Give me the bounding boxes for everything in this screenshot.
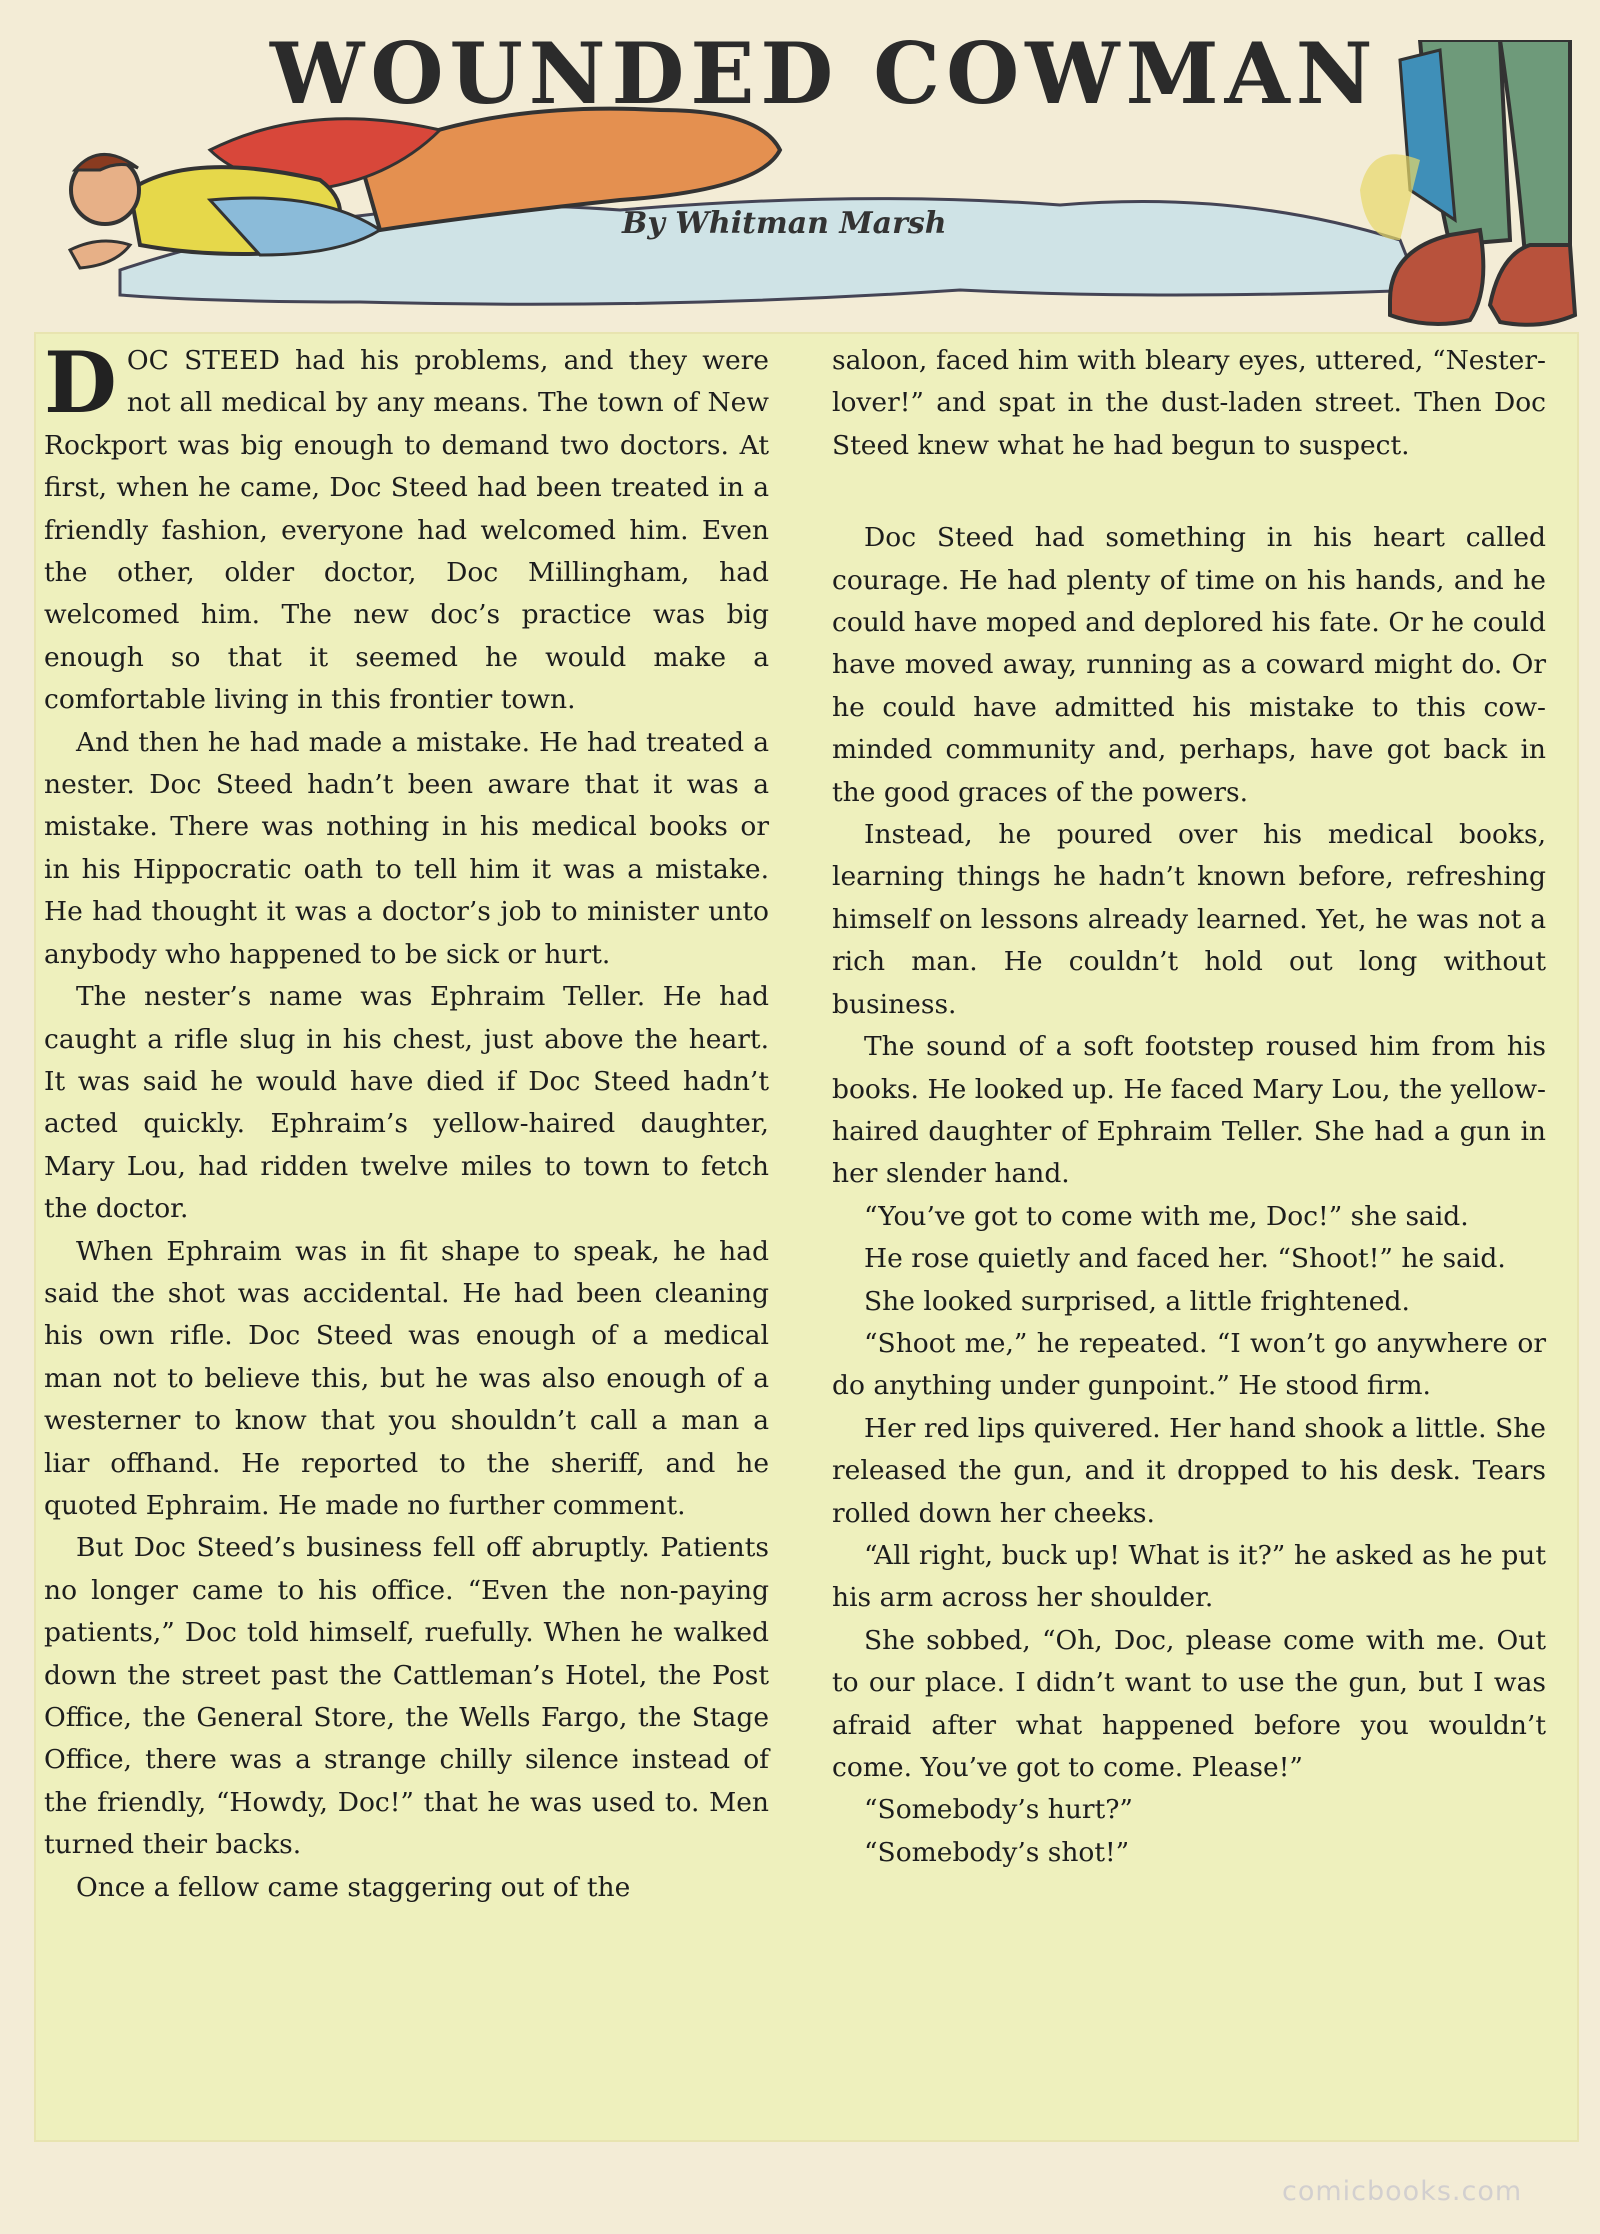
paragraph: Doc Steed had something in his heart called courage. He had plenty of time on his hands, and he could have moped and deplored his fate. Or he could have moved away, running as a coward might do. Or he could have admitted his mistake to this cow-minded community and, perhaps, have got back in the good graces of the powers. xyxy=(832,522,1546,808)
title-word-2: COWMAN xyxy=(873,24,1379,123)
paragraph: The nester’s name was Ephraim Teller. He had caught a rifle slug in his chest, just above the heart. It was said he would have died if Doc Steed hadn’t acted quickly. Ephraim’s yellow-haired daughter, Mary Lou, had ridden twelve miles to town to fetch the doctor. xyxy=(44,981,769,1225)
paragraph: And then he had made a mistake. He had treated a nester. Doc Steed hadn’t been aware that it was a mistake. There was nothing in his medical books or in his Hippocratic oath to tell him it was a mistake. He had thought it was a doctor’s job to minister unto anybody who happened to be sick or hurt. xyxy=(44,726,769,970)
title-word-1: WOUNDED xyxy=(270,24,840,123)
paragraph: She sobbed, “Oh, Doc, please come with me. Out to our place. I didn’t want to use the gun, but I was afraid after what happened before you wouldn’t come. You’ve got to come. Please!” xyxy=(832,1624,1546,1783)
paragraph: She looked surprised, a little frightened. xyxy=(864,1285,1410,1317)
paragraph: “Somebody’s hurt?” xyxy=(864,1794,1133,1826)
paragraph: “Shoot me,” he repeated. “I won’t go anywhere or do anything under gunpoint.” He stood firm. xyxy=(832,1327,1546,1402)
paragraph: saloon, faced him with bleary eyes, uttered, “Nester-lover!” and spat in the dust-laden street. Then Doc Steed knew what he had begun to suspect. xyxy=(832,345,1546,461)
paragraph: DOC STEED had his problems, and they were not all medical by any means. The town of New Rockport was big enough to demand two doctors. At first, when he came, Doc Steed had been treated in a friendly fashion, everyone had welcomed him. Even the other, older doctor, Doc Millingham, had welcomed him. The new doc’s practice was big enough so that it seemed he would make a comfortable living in this frontier town. xyxy=(44,333,769,716)
byline: By Whitman Marsh xyxy=(622,206,947,241)
paragraph: He rose quietly and faced her. “Shoot!” he said. xyxy=(864,1243,1506,1275)
drop-cap: D xyxy=(44,333,117,432)
story-title xyxy=(270,24,1379,123)
paragraph: Instead, he poured over his medical books, learning things he hadn’t known before, refreshing himself on lessons already learned. Yet, he was not a rich man. He couldn’t hold out long without business. xyxy=(832,819,1546,1020)
paragraph: When Ephraim was in fit shape to speak, he had said the shot was accidental. He had been cleaning his own rifle. Doc Steed was enough of a medical man not to believe this, but he was also enough of a westerner to know that you shouldn’t call a man a liar offhand. He reported to the sheriff, and he quoted Ephraim. He made no further comment. xyxy=(44,1235,769,1521)
paragraph: Once a fellow came staggering out of the xyxy=(76,1871,631,1903)
paragraph: The sound of a soft footstep roused him from his books. He looked up. He faced Mary Lou, the yellow-haired daughter of Ephraim Teller. She had a gun in her slender hand. xyxy=(832,1031,1546,1190)
paragraph: “Somebody’s shot!” xyxy=(864,1836,1130,1868)
paragraph: Her red lips quivered. Her hand shook a little. She released the gun, and it dropped to his desk. Tears rolled down her cheeks. xyxy=(832,1412,1546,1529)
paragraph: “All right, buck up! What is it?” he asked as he put his arm across her shoulder. xyxy=(832,1539,1546,1614)
paragraph: But Doc Steed’s business fell off abruptly. Patients no longer came to his office. “Even the non-paying patients,” Doc told himself, ruefully. When he walked down the street past the Cattleman’s Hotel, the Post Office, the General Store, the Wells Fargo, the Stage Office, there was a strange chilly silence instead of the friendly, “Howdy, Doc!” that he was used to. Men turned their backs. xyxy=(44,1532,769,1861)
right-column xyxy=(832,340,1546,1874)
paragraph: “You’ve got to come with me, Doc!” she said. xyxy=(864,1200,1469,1232)
watermark: comicbooks.com xyxy=(1282,2176,1523,2207)
left-column xyxy=(44,333,769,1909)
